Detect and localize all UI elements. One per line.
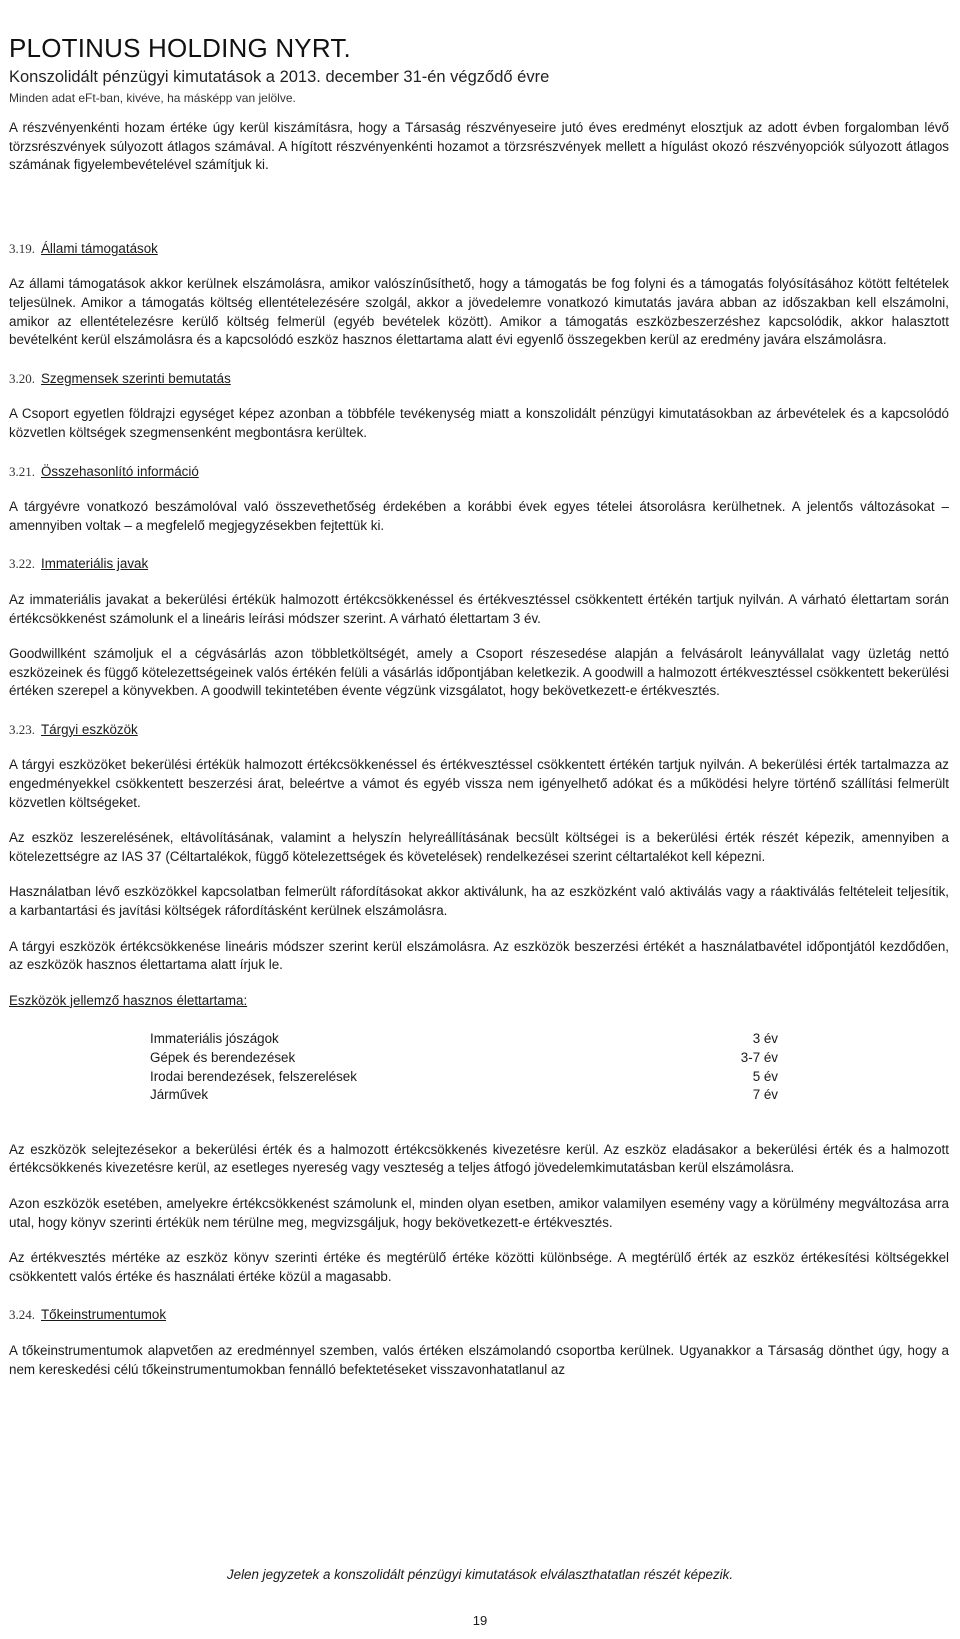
document-body bbox=[9, 119, 949, 1379]
table-row bbox=[150, 1030, 778, 1049]
paragraph-3-23-3: Használatban lévő eszközökkel kapcsolatban felmerült ráfordításokat akkor aktiválunk, ha az eszközként való aktiválás vagy a ráaktiválás feltételeit teljesítik, a karbantartási és javítási költségek ráfordításként kerülnek elszámolásra. bbox=[9, 884, 949, 919]
paragraph-3-19-1: Az állami támogatások akkor kerülnek elszámolásra, amikor valószínűsíthető, hogy a támogatás be fog folyni és a támogatás folyósításához kötött feltételek teljesülnek. Amikor a támogatás költség ellentételezésére szolgál, akkor a jövedelemre vonatkozó kimutatás javára abban az időszakban kell elszámolni, amikor az ellentételezésre kerülő költség felmerül (egyéb bevételek között). Amikor a támogatás eszközbeszerzéshez kapcsolódik, akkor halasztott bevételként kerül elszámolásra és a kapcsolódó eszköz hasznos élettartama alatt évi egyenlő összegekben kerül az eredmény javára elszámolásra. bbox=[9, 276, 949, 348]
paragraph-3-23-7: Az értékvesztés mértéke az eszköz könyv szerinti értéke és megtérülő értéke közötti különbsége. A megtérülő érték az eszköz értékesítési költségekkel csökkentett valós értéke és használati értéke közül a magasabb. bbox=[9, 1250, 949, 1284]
paragraph-3-23-4: A tárgyi eszközök értékcsökkenése lineáris módszer szerint kerül elszámolásra. Az eszközök beszerzési értékét a használatbavétel időpontjától kezdődően, az eszközök hasznos élettartama alatt írjuk le. bbox=[9, 938, 949, 973]
section-number: 3.20. bbox=[9, 370, 35, 386]
section-title: Tárgyi eszközök bbox=[41, 721, 138, 737]
asset-category: Immateriális jószágok bbox=[150, 1031, 279, 1047]
section-number: 3.24. bbox=[9, 1307, 35, 1323]
section-title: Immateriális javak bbox=[41, 556, 149, 572]
section-heading-3-20 bbox=[9, 370, 949, 389]
useful-life-table bbox=[150, 1030, 778, 1104]
table-row bbox=[150, 1068, 778, 1087]
useful-life-value: 5 év bbox=[752, 1068, 778, 1084]
table-row bbox=[150, 1086, 778, 1105]
section-title: Összehasonlító információ bbox=[41, 463, 199, 479]
company-name: PLOTINUS HOLDING NYRT. bbox=[9, 33, 351, 63]
currency-note: Minden adat eFt-ban, kivéve, ha másképp van jelölve. bbox=[9, 91, 296, 105]
paragraph-3-20-1: A Csoport egyetlen földrajzi egységet képez azonban a többféle tevékenység miatt a konszolidált pénzügyi kimutatásokban az árbevételek és a kapcsolódó közvetlen költségek szegmensenként megbontásra kerültek. bbox=[9, 406, 949, 440]
paragraph-3-24-1: A tőkeinstrumentumok alapvetően az eredménnyel szemben, valós értéken elszámolandó csoportba kerülnek. Ugyanakkor a Társaság dönthet úgy, hogy a nem kereskedési célú tőkeinstrumentumokban fennálló befektetéseket visszavonhatatlanul az bbox=[9, 1342, 949, 1377]
section-number: 3.23. bbox=[9, 721, 35, 737]
report-subtitle: Konszolidált pénzügyi kimutatások a 2013. december 31-én végződő évre bbox=[9, 68, 550, 86]
useful-life-value: 3-7 év bbox=[740, 1050, 778, 1065]
section-number: 3.19. bbox=[9, 240, 35, 256]
footer-note: Jelen jegyzetek a konszolidált pénzügyi kimutatások elválaszthatatlan részét képezik. bbox=[226, 1567, 734, 1582]
paragraph-3-23-1: A tárgyi eszközöket bekerülési értékük halmozott értékcsökkenéssel és értékvesztéssel csökkentett értékén tartjuk nyilván. A bekerülési érték tartalmazza az engedményekkel csökkentett beszerzési árat, beleértve a vámot és egyéb vissza nem igényelhető adókat és a működési helyre történő szállítási felmerült közvetlen költségeket. bbox=[9, 757, 949, 810]
section-heading-3-23 bbox=[9, 721, 949, 740]
intro-paragraph: A részvényenkénti hozam értéke úgy kerül kiszámításra, hogy a Társaság részvényeseire jutó éves eredményt elosztjuk az adott évben forgalomban lévő törzsrészvények súlyozott átlagos számával. A hígított részvényenkénti hozamot a törzsrészvények mellett a hígulást okozó részvényopciók súlyozott átlagos számának figyelembevételével számítjuk ki. bbox=[9, 120, 949, 173]
paragraph-3-21-1: A tárgyévre vonatkozó beszámolóval való összevethetőség érdekében a korábbi évek egyes tételei átsorolásra kerülhetnek. A jelentős változásokat – amennyiben voltak – a megfelelő megjegyzésekben fejtettük ki. bbox=[9, 499, 949, 533]
asset-category: Gépek és berendezések bbox=[150, 1050, 296, 1065]
paragraph-3-23-5: Az eszközök selejtezésekor a bekerülési érték és a halmozott értékcsökkenés kivezetésre kerül. Az eszköz eladásakor a bekerülési érték és a halmozott értékcsökkenés kivezetésre kerül, az esetleges nyereség vagy veszteség a teljes átfogó jövedelemkimutatásban kerül elszámolásra. bbox=[9, 1141, 949, 1176]
useful-life-value: 7 év bbox=[752, 1087, 778, 1103]
section-heading-3-21 bbox=[9, 463, 949, 482]
section-number: 3.21. bbox=[9, 463, 35, 479]
section-number: 3.22. bbox=[9, 556, 35, 572]
page-number: 19 bbox=[472, 1613, 488, 1628]
asset-category: Járművek bbox=[150, 1087, 209, 1103]
useful-life-value: 3 év bbox=[752, 1031, 778, 1047]
section-heading-3-24 bbox=[9, 1306, 949, 1325]
section-heading-3-19 bbox=[9, 240, 949, 259]
section-title: Tőkeinstrumentumok bbox=[41, 1307, 167, 1323]
paragraph-3-22-2: Goodwillként számoljuk el a cégvásárlás azon többletköltségét, amely a Csoport részesedése alapján a felvásárolt leányvállalat vagy üzletág nettó eszközeinek és függő kötelezettségeinek valós értékén felüli a vásárlás időpontjában keletkezik. A goodwill a halmozott értékvesztéssel csökkentett bekerülési értéken szerepel a könyvekben. A goodwill tekintetében évente végzünk vizsgálatot, hogy bekövetkezett-e értékvesztés. bbox=[9, 646, 949, 699]
useful-life-heading: Eszközök jellemző hasznos élettartama: bbox=[9, 992, 248, 1008]
table-row bbox=[150, 1049, 778, 1068]
asset-category: Irodai berendezések, felszerelések bbox=[150, 1068, 357, 1084]
paragraph-3-22-1: Az immateriális javakat a bekerülési értékük halmozott értékcsökkenéssel és értékvesztéssel csökkentett értékén tartjuk nyilván. A várható élettartam során értékcsökkenést számolunk el a lineáris leírási módszer szerint. A várható élettartam 3 év. bbox=[9, 591, 949, 626]
section-title: Szegmensek szerinti bemutatás bbox=[41, 370, 231, 386]
paragraph-3-23-2: Az eszköz leszerelésének, eltávolításának, valamint a helyszín helyreállításának becsült költségei is a bekerülési érték részét képezik, amennyiben a kötelezettségre az IAS 37 (Céltartalékok, függő kötelezettségek és követelések) rendelkezései szerint céltartalékot kell képezni. bbox=[9, 830, 949, 864]
paragraph-3-23-6: Azon eszközök esetében, amelyekre értékcsökkenést számolunk el, minden olyan esetben, amikor valamilyen esemény vagy a körülmény megváltozása arra utal, hogy könyv szerinti értékük nem térülne meg, megvizsgáljuk, hogy bekövetkezett-e értékvesztés. bbox=[9, 1195, 949, 1230]
section-heading-3-22 bbox=[9, 555, 949, 574]
section-title: Állami támogatások bbox=[41, 240, 158, 256]
